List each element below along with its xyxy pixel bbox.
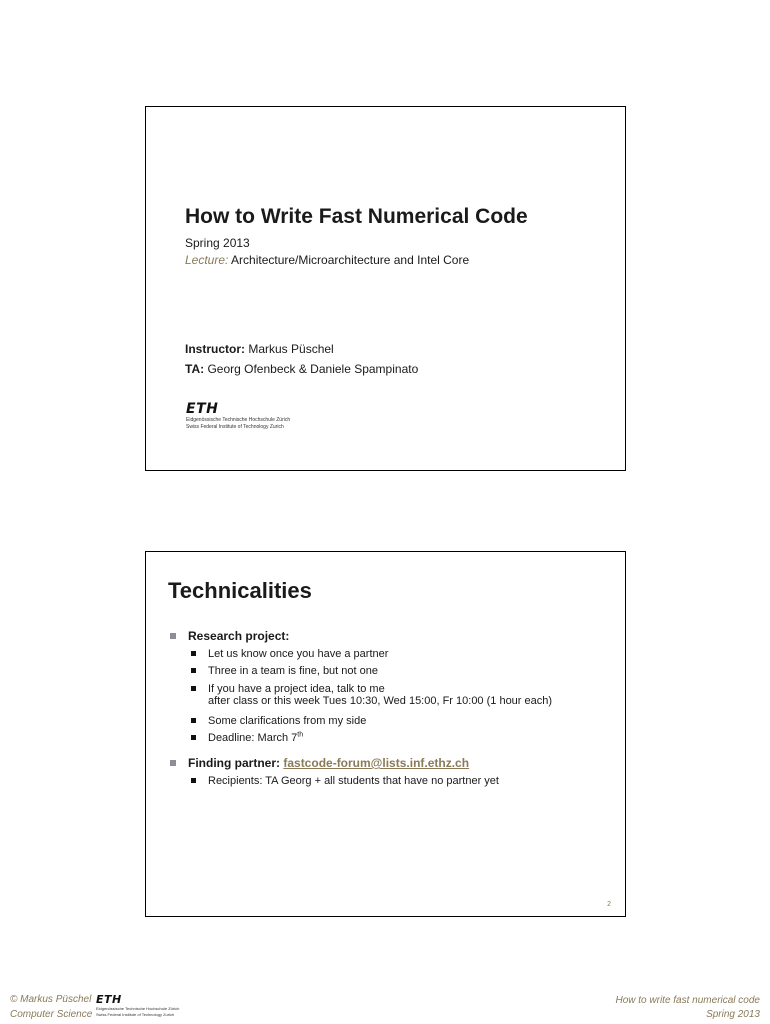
- technicalities-slide: [145, 551, 626, 917]
- list-item-text: Recipients: TA Georg + all students that have no partner yet: [208, 775, 499, 787]
- list-item-text: Three in a team is fine, but not one: [208, 665, 378, 677]
- bullet-square-icon: [191, 778, 196, 783]
- list-item: [208, 715, 366, 727]
- bullet-square-icon: [191, 718, 196, 723]
- footer-author: © Markus Püschel: [10, 994, 92, 1005]
- deadline-ordinal: th: [297, 731, 304, 739]
- course-title: How to Write Fast Numerical Code: [185, 205, 528, 228]
- list-item-text: Let us know once you have a partner: [208, 648, 389, 660]
- slide-title: Technicalities: [168, 578, 312, 603]
- eth-wordmark: ETH: [186, 401, 219, 417]
- footer-right: [615, 994, 760, 1022]
- list-item: [208, 775, 499, 787]
- footer-term: Spring 2013: [706, 1009, 760, 1020]
- list-item-text: If you have a project idea, talk to me: [208, 683, 385, 695]
- eth-logo-line1: Eidgenössische Technische Hochschule Zürich: [186, 417, 291, 423]
- ta-label: TA:: [185, 362, 205, 376]
- instructor-line: [185, 342, 334, 356]
- eth-wordmark: ETH: [96, 993, 122, 1006]
- instructor-label: Instructor:: [185, 342, 245, 356]
- eth-logo-line2: Swiss Federal Institute of Technology Zurich: [186, 424, 284, 430]
- lecture-label: Lecture:: [185, 253, 229, 267]
- title-slide: [145, 106, 626, 471]
- page-number: 2: [607, 901, 611, 908]
- instructor-name: Markus Püschel: [248, 342, 334, 356]
- deadline-text: Deadline: March 7: [208, 732, 298, 744]
- eth-logo-line1: Eidgenössische Technische Hochschule Zürich: [96, 1006, 180, 1011]
- footer-department: Computer Science: [10, 1009, 93, 1020]
- course-term: Spring 2013: [185, 236, 250, 250]
- list-item: [208, 683, 552, 707]
- list-item-deadline: [208, 732, 303, 744]
- forum-email-link[interactable]: fastcode-forum@lists.inf.ethz.ch: [283, 756, 470, 770]
- bullet-square-icon: [191, 668, 196, 673]
- lecture-line: [185, 253, 469, 267]
- ta-names: Georg Ofenbeck & Daniele Spampinato: [207, 362, 419, 376]
- bullet-square-icon: [191, 735, 196, 740]
- footer-course: How to write fast numerical code: [615, 995, 760, 1006]
- finding-partner-label: Finding partner:: [188, 756, 280, 770]
- list-item: [208, 665, 378, 677]
- list-item: [208, 648, 388, 660]
- bullet-square-icon: [191, 651, 196, 656]
- office-hours-text: after class or this week Tues 10:30, Wed 15:00, Fr 10:00 (1 hour each): [208, 695, 553, 707]
- bullet-square-icon: [191, 686, 196, 691]
- bullet-square-icon: [170, 760, 176, 766]
- ta-line: [185, 362, 418, 376]
- research-project-label: Research project:: [188, 629, 290, 643]
- footer-eth-logo: [96, 994, 179, 1018]
- bullet-square-icon: [170, 633, 176, 639]
- list-item-text: Some clarifications from my side: [208, 715, 367, 727]
- lecture-topic: Architecture/Microarchitecture and Intel Core: [231, 253, 470, 267]
- finding-partner-line: [188, 756, 469, 770]
- eth-logo: [186, 401, 290, 431]
- eth-logo-line2: Swiss Federal Institute of Technology Zurich: [96, 1012, 175, 1017]
